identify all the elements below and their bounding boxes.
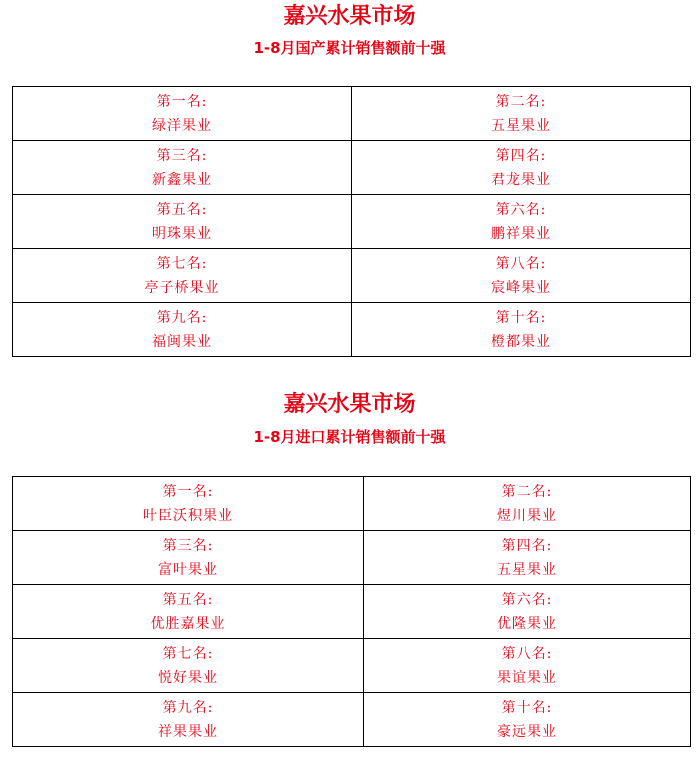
rank-cell (352, 303, 691, 357)
table-row (13, 531, 691, 585)
rank-cell (13, 141, 352, 195)
section-1-subtitle: 1-8月国产累计销售额前十强 (253, 39, 446, 57)
rank-cell (13, 531, 364, 585)
table-row (13, 477, 691, 531)
rank-cell (352, 87, 691, 141)
company-name: 叶臣沃积果业 (143, 507, 233, 524)
company-name: 鹏祥果业 (491, 225, 551, 242)
rank-label: 第八名: (495, 255, 547, 272)
rank-label: 第五名: (162, 591, 214, 608)
rank-label: 第二名: (501, 483, 553, 500)
rank-label: 第七名: (156, 255, 208, 272)
domestic-ranking-table (12, 86, 691, 357)
rank-label: 第三名: (162, 537, 214, 554)
table-row (13, 639, 691, 693)
table-row (13, 693, 691, 747)
company-name: 优隆果业 (497, 615, 557, 632)
table-row (13, 303, 691, 357)
rank-cell (352, 195, 691, 249)
rank-cell (364, 477, 691, 531)
company-name: 明珠果业 (152, 225, 212, 242)
rank-label: 第四名: (495, 147, 547, 164)
table-row (13, 249, 691, 303)
company-name: 富叶果业 (158, 561, 218, 578)
company-name: 果谊果业 (497, 669, 557, 686)
rank-label: 第五名: (156, 201, 208, 218)
company-name: 宸峰果业 (491, 279, 551, 296)
rank-cell (13, 249, 352, 303)
rank-cell (13, 87, 352, 141)
table-row (13, 87, 691, 141)
rank-cell (364, 531, 691, 585)
company-name: 君龙果业 (491, 171, 551, 188)
rank-label: 第十名: (501, 699, 553, 716)
rank-label: 第七名: (162, 645, 214, 662)
table-row (13, 141, 691, 195)
rank-label: 第八名: (501, 645, 553, 662)
company-name: 优胜嘉果业 (150, 615, 226, 632)
table-row (13, 195, 691, 249)
company-name: 新鑫果业 (152, 171, 212, 188)
rank-cell (13, 477, 364, 531)
rank-label: 第一名: (156, 93, 208, 110)
rank-label: 第四名: (501, 537, 553, 554)
rank-label: 第九名: (156, 309, 208, 326)
company-name: 亭子桥果业 (144, 279, 220, 296)
company-name: 五星果业 (491, 117, 551, 134)
rank-label: 第十名: (495, 309, 547, 326)
rank-cell (13, 303, 352, 357)
section-2-subtitle: 1-8月进口累计销售额前十强 (253, 428, 446, 446)
rank-label: 第一名: (162, 483, 214, 500)
import-ranking-table (12, 476, 691, 747)
rank-label: 第九名: (162, 699, 214, 716)
rank-cell (13, 195, 352, 249)
table-row (13, 585, 691, 639)
company-name: 豪远果业 (497, 723, 557, 740)
rank-cell (364, 585, 691, 639)
company-name: 祥果果业 (158, 723, 218, 740)
company-name: 橙都果业 (491, 333, 551, 350)
rank-cell (13, 693, 364, 747)
rank-cell (13, 585, 364, 639)
section-1-title: 嘉兴水果市场 (283, 4, 416, 29)
rank-label: 第二名: (495, 93, 547, 110)
rank-cell (364, 639, 691, 693)
company-name: 悦好果业 (158, 669, 218, 686)
company-name: 福闽果业 (152, 333, 212, 350)
rank-label: 第三名: (156, 147, 208, 164)
rank-cell (352, 249, 691, 303)
rank-cell (13, 639, 364, 693)
rank-label: 第六名: (501, 591, 553, 608)
section-2-title: 嘉兴水果市场 (283, 392, 416, 417)
rank-label: 第六名: (495, 201, 547, 218)
company-name: 绿洋果业 (152, 117, 212, 134)
rank-cell (352, 141, 691, 195)
company-name: 煜川果业 (497, 507, 557, 524)
company-name: 五星果业 (497, 561, 557, 578)
rank-cell (364, 693, 691, 747)
